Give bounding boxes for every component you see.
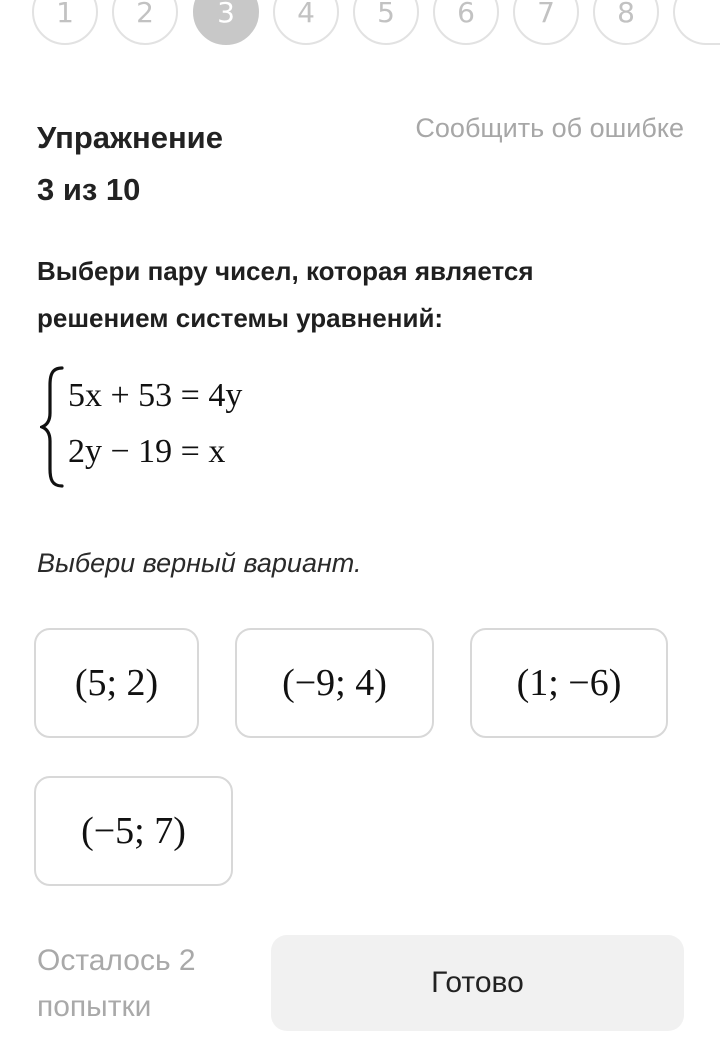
exercise-title-line1: Упражнение: [37, 120, 223, 155]
exercise-pager: [0, 0, 720, 49]
answer-option-4[interactable]: (−5; 7): [34, 776, 233, 886]
page-button-7[interactable]: 7: [513, 0, 579, 45]
page-button-6[interactable]: 6: [433, 0, 499, 45]
equation-2: 2y − 19 = x: [68, 433, 226, 470]
exercise-title: [37, 112, 297, 216]
choose-hint: Выбери верный вариант.: [37, 548, 362, 578]
page-button-2[interactable]: 2: [112, 0, 178, 45]
left-brace-icon: [40, 365, 66, 489]
answer-option-3[interactable]: (1; −6): [470, 628, 668, 738]
attempts-line1: Осталось 2: [37, 944, 196, 977]
answer-option-1[interactable]: (5; 2): [34, 628, 199, 738]
page-button-partial[interactable]: [673, 0, 720, 45]
page-button-5[interactable]: 5: [353, 0, 419, 45]
report-error-link[interactable]: Сообщить об ошибке: [415, 113, 684, 143]
question-line1: Выбери пару чисел, которая является: [37, 256, 534, 286]
page-button-3-active[interactable]: 3: [193, 0, 259, 45]
page-button-1[interactable]: 1: [32, 0, 98, 45]
attempts-remaining: [37, 938, 196, 1030]
question-line2: решением системы уравнений:: [37, 303, 444, 333]
exercise-counter: 3 из 10: [37, 172, 141, 207]
page-button-4[interactable]: 4: [273, 0, 339, 45]
question-text: [37, 248, 677, 342]
page-button-8[interactable]: 8: [593, 0, 659, 45]
equation-1: 5x + 53 = 4y: [68, 377, 243, 414]
done-button[interactable]: Готово: [271, 935, 684, 1031]
answer-option-2[interactable]: (−9; 4): [235, 628, 434, 738]
attempts-line2: попытки: [37, 990, 152, 1023]
